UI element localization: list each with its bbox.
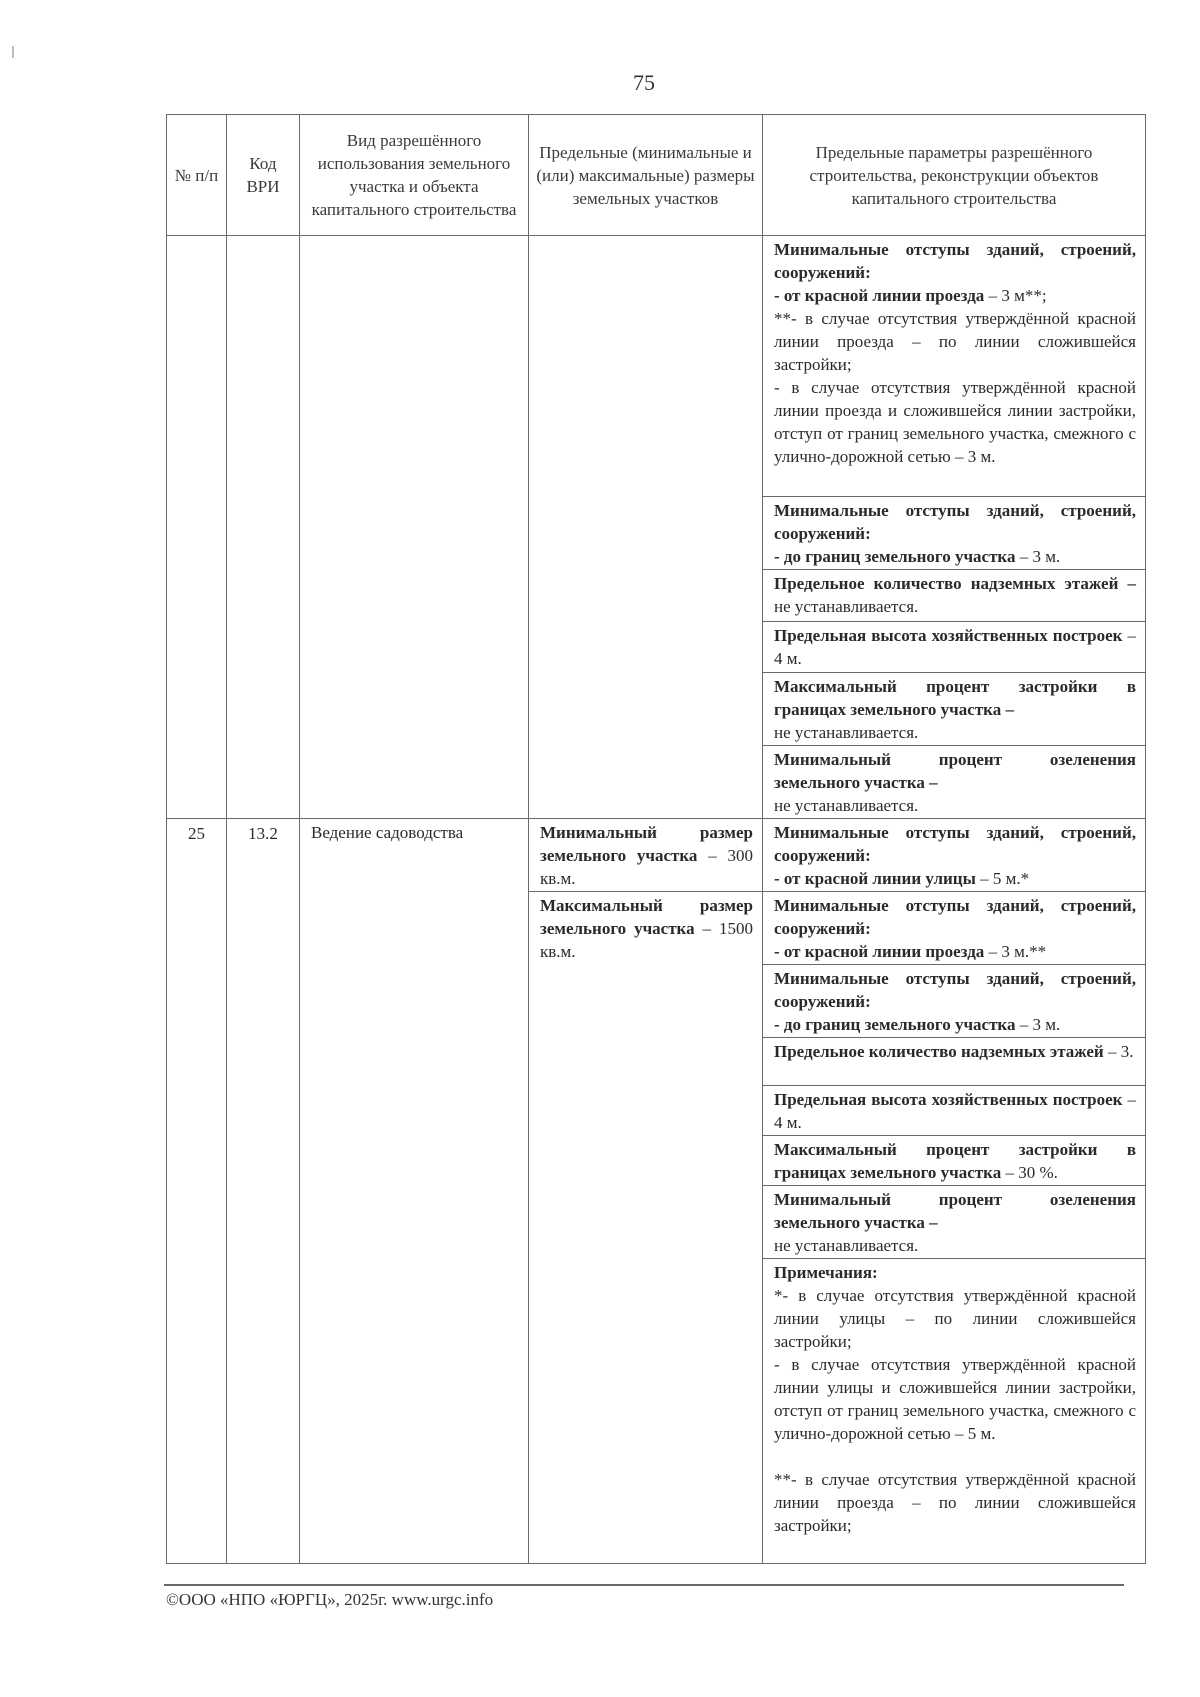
page-number: 75 bbox=[633, 70, 655, 95]
param-bold: - до границ земельного участка bbox=[774, 1015, 1016, 1034]
regulations-table bbox=[166, 114, 1146, 1564]
param-note: - в случае отсутствия утверждённой красной линии проезда и сложившейся линии застройки, отступ от границ земельного участка, смежного с улично-дорожной сетью – 3 м. bbox=[774, 378, 1136, 466]
header-code: Код ВРИ bbox=[227, 115, 300, 236]
param-cell bbox=[763, 622, 1146, 673]
param-bold: Минимальные отступы зданий, строений, сооружений: bbox=[774, 823, 1136, 865]
notes-cell bbox=[763, 1259, 1146, 1564]
cont-use-cell bbox=[300, 236, 529, 819]
cont-code-cell bbox=[227, 236, 300, 819]
header-num: № п/п bbox=[167, 115, 227, 236]
cont-size-cell bbox=[529, 236, 763, 819]
param-value: – 3 м**; bbox=[984, 286, 1047, 305]
param-cell bbox=[763, 1038, 1146, 1086]
param-bold: Предельное количество надземных этажей bbox=[774, 1042, 1104, 1061]
param-value: – 5 м.* bbox=[975, 869, 1030, 888]
param-bold: Минимальные отступы зданий, строений, сооружений: bbox=[774, 969, 1136, 1011]
param-cell bbox=[763, 892, 1146, 965]
param-cell bbox=[763, 236, 1146, 497]
note-item: **- в случае отсутствия утверждённой красной линии проезда – по линии сложившейся застройки; bbox=[774, 1470, 1136, 1535]
param-value: не устанавливается. bbox=[774, 1236, 919, 1255]
param-bold: Максимальный процент застройки в границах земельного участка – bbox=[774, 677, 1136, 719]
param-cell bbox=[763, 497, 1146, 570]
param-bold: Минимальные отступы зданий, строений, сооружений: bbox=[774, 501, 1136, 543]
param-bold: Минимальный процент озеленения земельного участка – bbox=[774, 750, 1136, 792]
param-value: – 4 м. bbox=[774, 626, 1137, 668]
param-cell bbox=[763, 1186, 1146, 1259]
param-bold: Предельная высота хозяйственных построек bbox=[774, 1090, 1123, 1109]
param-value: – 3. bbox=[1103, 1042, 1134, 1061]
param-bold: - до границ земельного участка bbox=[774, 547, 1016, 566]
param-bold: - от красной линии улицы bbox=[774, 869, 976, 888]
row-num: 25 bbox=[167, 819, 227, 1564]
param-value: не устанавливается. bbox=[774, 796, 919, 815]
notes-title: Примечания: bbox=[774, 1263, 878, 1282]
header-params: Предельные параметры разрешённого строительства, реконструкции объектов капитального строительства bbox=[763, 115, 1146, 236]
param-cell bbox=[763, 746, 1146, 819]
table-row bbox=[167, 819, 1146, 892]
param-cell bbox=[763, 570, 1146, 622]
table-row bbox=[167, 236, 1146, 497]
param-value: не устанавливается. bbox=[774, 597, 919, 616]
param-value: – 4 м. bbox=[774, 1090, 1137, 1132]
param-cell bbox=[763, 965, 1146, 1038]
param-bold: Минимальный процент озеленения земельного участка – bbox=[774, 1190, 1136, 1232]
param-cell bbox=[763, 1136, 1146, 1186]
row-use: Ведение садоводства bbox=[300, 819, 529, 1564]
param-value: – 3 м.** bbox=[984, 942, 1047, 961]
size-min-bold: Минимальный размер земельного участка bbox=[540, 823, 753, 865]
param-cell bbox=[763, 1086, 1146, 1136]
note-item: - в случае отсутствия утверждённой красной линии улицы и сложившейся линии застройки, отступ от границ земельного участка, смежного с улично-дорожной сетью – 5 м. bbox=[774, 1355, 1136, 1443]
size-max-value: – 1500 кв.м. bbox=[540, 919, 753, 961]
size-min-value: – 300 кв.м. bbox=[540, 846, 753, 888]
table-header-row bbox=[167, 115, 1146, 236]
row-code: 13.2 bbox=[227, 819, 300, 1564]
param-value: – 3 м. bbox=[1015, 547, 1061, 566]
param-value: не устанавливается. bbox=[774, 723, 919, 742]
param-bold: Минимальные отступы зданий, строений, сооружений: bbox=[774, 240, 1136, 282]
note-item: *- в случае отсутствия утверждённой красной линии улицы – по линии сложившейся застройки; bbox=[774, 1286, 1136, 1351]
header-use: Вид разрешённого использования земельного участка и объекта капитального строительства bbox=[300, 115, 529, 236]
param-bold: Максимальный процент застройки в границах земельного участка bbox=[774, 1140, 1136, 1182]
size-min-cell bbox=[529, 819, 763, 892]
header-size: Предельные (минимальные и (или) максимальные) размеры земельных участков bbox=[529, 115, 763, 236]
note-spacer bbox=[774, 1445, 1136, 1468]
param-cell bbox=[763, 819, 1146, 892]
param-value: – 30 %. bbox=[1001, 1163, 1058, 1182]
scan-mark bbox=[12, 46, 14, 58]
param-bold: Предельное количество надземных этажей – bbox=[774, 574, 1136, 593]
size-max-cell bbox=[529, 892, 763, 1564]
param-value: – 3 м. bbox=[1015, 1015, 1061, 1034]
footer-divider bbox=[164, 1584, 1124, 1586]
cont-num-cell bbox=[167, 236, 227, 819]
param-cell bbox=[763, 673, 1146, 746]
footer-copyright: ©ООО «НПО «ЮРГЦ», 2025г. www.urgc.info bbox=[166, 1590, 494, 1609]
param-bold: Предельная высота хозяйственных построек bbox=[774, 626, 1123, 645]
param-bold: - от красной линии проезда bbox=[774, 942, 985, 961]
size-max-bold: Максимальный размер земельного участка bbox=[540, 896, 753, 938]
param-bold: - от красной линии проезда bbox=[774, 286, 985, 305]
param-note: **- в случае отсутствия утверждённой красной линии проезда – по линии сложившейся застройки; bbox=[774, 309, 1136, 374]
param-bold: Минимальные отступы зданий, строений, сооружений: bbox=[774, 896, 1136, 938]
